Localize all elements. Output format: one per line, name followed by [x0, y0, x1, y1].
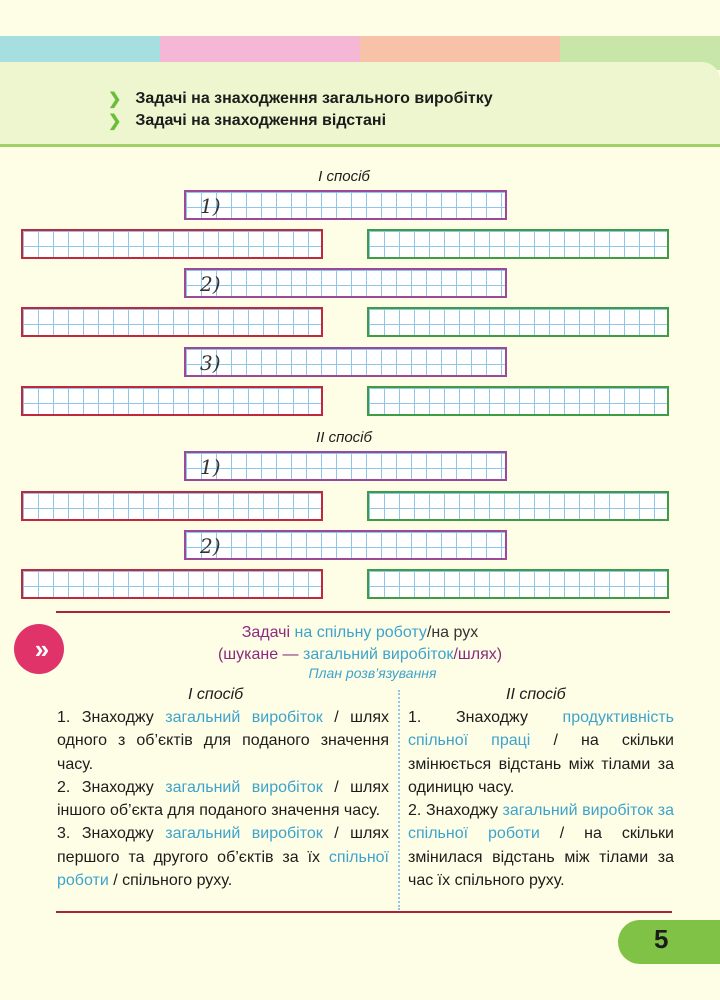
left-column	[57, 706, 389, 892]
item-text: / на скільки змінилася відстань між тілами за час їх спільного руху.	[408, 825, 674, 890]
step-box-3[interactable]	[184, 347, 507, 377]
plan-subheading: План розв’язування	[308, 665, 437, 681]
item-highlight: загальний виробіток	[165, 825, 323, 843]
item-text: / на скільки змінюється відстань між тілами за одиницю часу.	[408, 732, 674, 796]
item-text: 1. Знаходжу	[57, 709, 166, 726]
item-text: 3. Знаходжу	[57, 825, 166, 843]
plan-title-part: Задачі	[241, 624, 295, 641]
section-divider	[56, 611, 670, 613]
list-item	[408, 706, 674, 799]
step-box-4[interactable]	[184, 451, 507, 481]
item-highlight: продуктивність спільної праці	[408, 709, 674, 750]
plan-subtitle-part: шлях)	[457, 646, 503, 663]
list-item	[57, 776, 389, 823]
item-highlight: загальний виробіток	[165, 709, 323, 726]
right-answer-box[interactable]	[367, 491, 669, 521]
plan-title-part: /	[426, 624, 432, 641]
item-highlight: загальний виробіток	[165, 778, 323, 796]
way-1-label: I спосіб	[318, 168, 370, 185]
step-number: 3)	[200, 351, 221, 375]
plan-title-part: на рух	[431, 624, 479, 641]
right-answer-box[interactable]	[367, 307, 669, 337]
right-column	[408, 706, 674, 892]
item-text: / шлях одного з об’єктів для поданого значення часу.	[57, 709, 389, 773]
plan-subtitle	[0, 646, 720, 664]
topic-2-text: Задачі на знаходження відстані	[135, 112, 387, 129]
item-text: 1. Знаходжу	[408, 709, 563, 726]
double-chevron-icon: »	[14, 624, 64, 674]
item-text: / шлях іншого об’єкта для поданого значення часу.	[57, 778, 389, 820]
column-divider	[398, 690, 400, 910]
step-number: 1)	[200, 455, 221, 479]
step-number: 1)	[200, 194, 221, 218]
step-box-1[interactable]	[184, 190, 507, 220]
right-answer-box[interactable]	[367, 569, 669, 599]
left-answer-box[interactable]	[21, 307, 323, 337]
right-answer-box[interactable]	[367, 386, 669, 416]
right-answer-box[interactable]	[367, 229, 669, 259]
topic-1-text: Задачі на знаходження загального виробітку	[135, 90, 493, 107]
section-divider-bottom	[56, 911, 672, 913]
chevron-right-icon: ❯	[108, 91, 122, 108]
list-item	[408, 799, 674, 892]
plan-subtitle-part: загальний виробіток	[302, 646, 454, 663]
item-text: / шлях першого та другого об’єктів за їх	[57, 825, 389, 866]
left-column-head: I спосіб	[188, 686, 244, 703]
chevron-right-icon: ❯	[108, 113, 122, 130]
topic-2	[108, 111, 386, 131]
left-answer-box[interactable]	[21, 569, 323, 599]
plan-subtitle-part: /	[453, 646, 458, 663]
item-highlight: загальний виробіток за спільної роботи	[408, 802, 674, 843]
left-answer-box[interactable]	[21, 386, 323, 416]
plan-title-part: на спільну роботу	[294, 624, 427, 641]
item-text: 2. Знаходжу	[57, 778, 166, 796]
right-column-head: II спосіб	[506, 686, 566, 703]
page-number: 5	[654, 924, 669, 954]
plan-subtitle-part: (шукане —	[217, 646, 303, 663]
item-text: / спільного руху.	[108, 872, 233, 890]
step-box-2[interactable]	[184, 268, 507, 298]
plan-title	[0, 624, 720, 642]
way-2-label: II спосіб	[316, 429, 372, 446]
step-number: 2)	[200, 534, 221, 558]
left-answer-box[interactable]	[21, 491, 323, 521]
list-item	[57, 706, 389, 776]
left-answer-box[interactable]	[21, 229, 323, 259]
topic-1	[108, 89, 493, 109]
page-number-badge	[618, 920, 720, 964]
step-number: 2)	[200, 272, 221, 296]
list-item	[57, 822, 389, 892]
item-highlight: спільної роботи	[57, 848, 389, 890]
step-box-5[interactable]	[184, 530, 507, 560]
header-divider	[0, 144, 720, 147]
item-text: 2. Знаходжу	[408, 802, 503, 820]
